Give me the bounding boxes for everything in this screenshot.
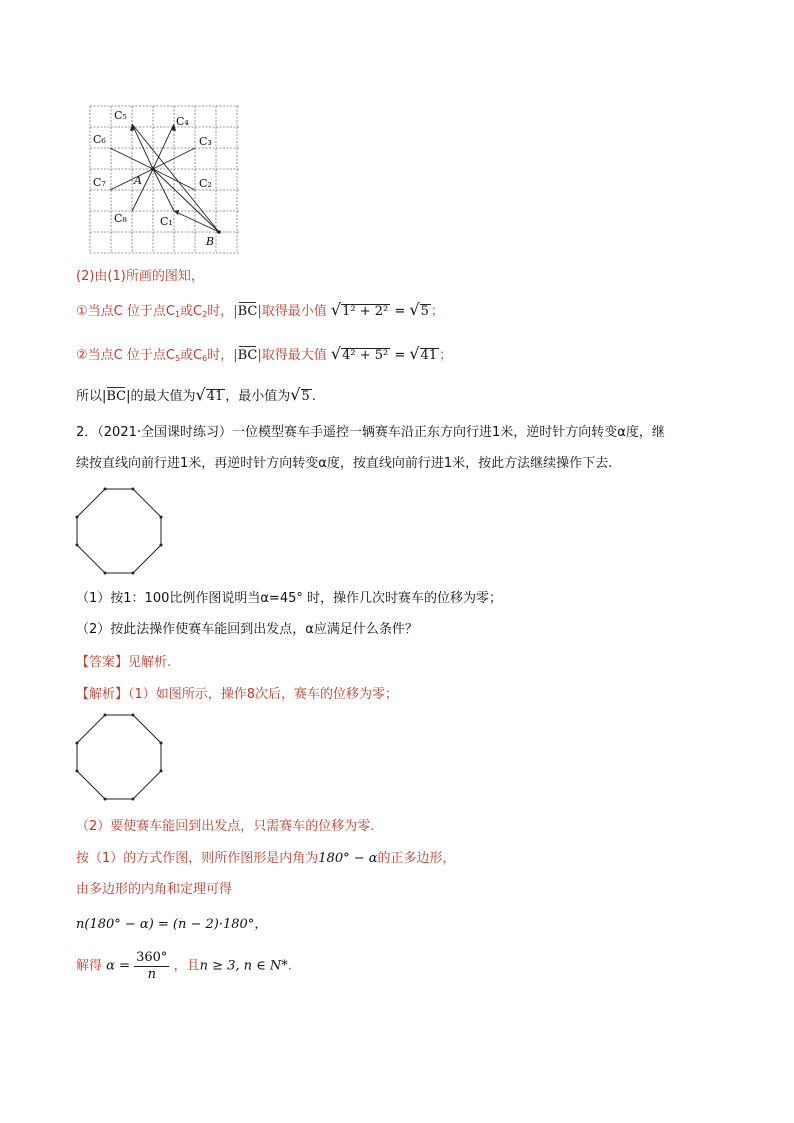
problem2-question1: （1）按1：100比例作图说明当α=45° 时，操作几次时赛车的位移为零； bbox=[76, 591, 502, 606]
label-b: B bbox=[206, 235, 215, 248]
analysis-tag: 【解析】 bbox=[76, 687, 129, 702]
point-a-dot bbox=[151, 167, 155, 171]
label-c2: C₂ bbox=[199, 177, 212, 190]
octagon-figure-2 bbox=[72, 712, 166, 806]
part2-line2: ②当点C 位于点$C_5$或$C_6$时，|BC|取得最大值 √4² + 5² = √41 ； bbox=[76, 344, 453, 363]
label-c5: C₅ bbox=[114, 109, 127, 122]
label-c6: C₆ bbox=[93, 133, 106, 146]
point-b-dot bbox=[217, 230, 221, 234]
analysis-line-a: 按（1）的方式作图，则所作图形是内角为180° − α的正多边形， bbox=[76, 851, 456, 866]
vector-bc: BC bbox=[106, 389, 127, 404]
octagon-figure-1 bbox=[72, 486, 166, 580]
problem2-line2: 续按直线向前行进1米，再逆时针方向转变α度，按直线向前行进1米，按此方法继续操作下去. bbox=[76, 456, 613, 471]
fraction-360-over-n: $\frac{360^\circ}{n}$ bbox=[136, 950, 168, 982]
vector-bc: BC bbox=[237, 304, 258, 319]
analysis-line: 【解析】（1）如图所示，操作8次后，赛车的位移为零； bbox=[76, 687, 399, 702]
vector-grid-figure bbox=[88, 104, 243, 256]
equation-line: n(180° − α) = (n − 2)·180°， bbox=[76, 917, 268, 932]
answer-line: 【答案】见解析. bbox=[76, 655, 172, 670]
label-a: A bbox=[134, 174, 142, 187]
label-c8: C₈ bbox=[114, 212, 127, 225]
label-c1: C₁ bbox=[160, 215, 173, 228]
problem2-question2: （2）按此法操作使赛车能回到出发点，α应满足什么条件？ bbox=[76, 622, 418, 637]
vector-bc: BC bbox=[237, 348, 258, 363]
solve-line: 解得 α = $\frac{360^\circ}{n}$ ，且n ≥ 3, n ∈ N*. bbox=[76, 950, 292, 982]
label-c7: C₇ bbox=[93, 176, 106, 189]
label-c4: C₄ bbox=[176, 115, 189, 128]
answer-tag: 【答案】 bbox=[76, 655, 129, 670]
analysis-line-b: 由多边形的内角和定理可得 bbox=[76, 882, 233, 897]
problem2-line1: 2．（2021·全国课时练习）一位模型赛车手遥控一辆赛车沿正东方向行进1米，逆时针方向转变α度，继 bbox=[76, 425, 665, 440]
part2-line1: ①当点C 位于点$C_1$或$C_2$时，|BC|取得最小值 √1² + 2² = √5 ； bbox=[76, 300, 444, 319]
part2-conclusion: 所以|BC|的最大值为√41 ，最小值为√5 . bbox=[76, 385, 316, 404]
label-c3: C₃ bbox=[199, 135, 212, 148]
part2-intro: (2)由(1)所画的图知， bbox=[76, 269, 204, 284]
analysis-part2: （2）要使赛车能回到出发点，只需赛车的位移为零. bbox=[76, 819, 375, 834]
